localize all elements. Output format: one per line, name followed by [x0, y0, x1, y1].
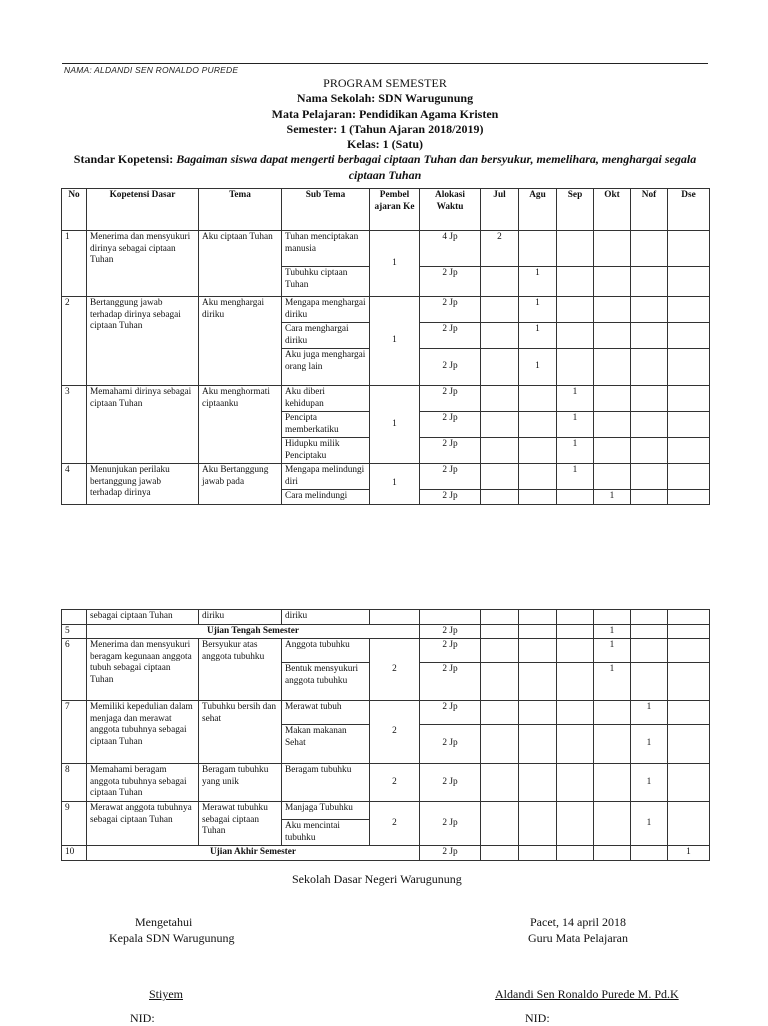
competence-cell: Menunjukan perilaku bertanggung jawab terhadap dirinya [87, 464, 199, 505]
left-title-2: Kepala SDN Warugunung [109, 931, 235, 945]
subtheme-cell: Cara menghargai diriku [282, 323, 370, 349]
principal-name: Stiyem [149, 987, 184, 1001]
allocation-cell: 2 Jp [420, 624, 481, 639]
lesson-cell: 2 [370, 802, 420, 846]
theme-cell: Aku menghargai diriku [199, 297, 282, 386]
subtheme-cell: Manjaga Tubuhku [282, 802, 370, 820]
table-row [62, 701, 710, 725]
allocation-cell: 2 Jp [420, 267, 481, 297]
month-cell: 1 [631, 701, 668, 725]
month-cell: 1 [519, 323, 557, 349]
teacher-nid: NID: [525, 1011, 550, 1025]
teacher-name: Aldandi Sen Ronaldo Purede M. Pd.K [495, 987, 679, 1001]
row-number: 8 [62, 764, 87, 802]
month-cell: 1 [631, 764, 668, 802]
lesson-cell: 2 [370, 639, 420, 701]
month-cell: 1 [594, 663, 631, 701]
row-number: 2 [62, 297, 87, 386]
document-header [60, 76, 710, 183]
subtheme-cell: Aku juga menghargai orang lain [282, 349, 370, 386]
subtheme-cell: Aku mencintai tubuhku [282, 820, 370, 846]
subtheme-cell: Tuhan menciptakan manusia [282, 231, 370, 267]
school-name: Nama Sekolah: SDN Warugunung [296, 91, 474, 106]
theme-cell: Tubuhku bersih dan sehat [199, 701, 282, 764]
student-name: NAMA: ALDANDI SEN RONALDO PUREDE [64, 65, 239, 75]
col-header: Alokasi Waktu [420, 189, 481, 231]
right-title-1: Pacet, 14 april 2018 [530, 915, 626, 929]
subtheme-cell: Tubuhku ciptaan Tuhan [282, 267, 370, 297]
theme-cell: Aku ciptaan Tuhan [199, 231, 282, 297]
subject-name: Mata Pelajaran: Pendidikan Agama Kristen [271, 106, 499, 121]
right-title-2: Guru Mata Pelajaran [528, 931, 628, 945]
semester-table-part2 [61, 609, 710, 861]
row-number: 1 [62, 231, 87, 297]
subtheme-cell: Mengapa melindungi diri [282, 464, 370, 490]
col-header: Sep [557, 189, 594, 231]
doc-title: PROGRAM SEMESTER [323, 76, 447, 90]
month-cell: 1 [557, 464, 594, 490]
month-cell: 1 [557, 386, 594, 412]
theme-cell: diriku [199, 610, 282, 625]
subtheme-cell: Makan makanan Sehat [282, 725, 370, 764]
allocation-cell: 2 Jp [420, 349, 481, 386]
competence-cell: sebagai ciptaan Tuhan [87, 610, 199, 625]
class-info: Kelas: 1 (Satu) [347, 137, 423, 152]
month-cell: 2 [481, 231, 519, 267]
month-cell: 1 [557, 412, 594, 438]
month-cell: 1 [519, 267, 557, 297]
footer-school: Sekolah Dasar Negeri Warugunung [292, 872, 462, 886]
col-header: Kopetensi Dasar [87, 189, 199, 231]
month-cell: 1 [631, 802, 668, 846]
allocation-cell: 2 Jp [420, 846, 481, 861]
row-number: 10 [62, 846, 87, 861]
col-header: Okt [594, 189, 631, 231]
top-rule [62, 63, 708, 64]
competence-cell: Menerima dan mensyukuri dirinya sebagai ciptaan Tuhan [87, 231, 199, 297]
month-cell: 1 [519, 349, 557, 386]
allocation-cell: 2 Jp [420, 639, 481, 663]
competence-cell: Memiliki kepedulian dalam menjaga dan merawat anggota tubuhnya sebagai ciptaan Tuhan [87, 701, 199, 764]
competence-cell: Menerima dan mensyukuri beragam kegunaan anggota tubuh sebagai ciptaan Tuhan [87, 639, 199, 701]
subtheme-cell: Merawat tubuh [282, 701, 370, 725]
left-title-1: Mengetahui [135, 915, 193, 929]
col-header: No [62, 189, 87, 231]
allocation-cell: 2 Jp [420, 438, 481, 464]
competence-cell: Memahami beragam anggota tubuhnya sebagai ciptaan Tuhan [87, 764, 199, 802]
standard-label: Standar Kopetensi: [73, 152, 174, 167]
competence-cell: Merawat anggota tubuhnya sebagai ciptaan Tuhan [87, 802, 199, 846]
table-row [62, 764, 710, 802]
subtheme-cell: Cara melindungi [282, 490, 370, 505]
allocation-cell: 2 Jp [420, 464, 481, 490]
row-number: 5 [62, 624, 87, 639]
month-cell: 1 [631, 725, 668, 764]
table-row [62, 639, 710, 663]
semester-info: Semester: 1 (Tahun Ajaran 2018/2019) [286, 121, 484, 136]
theme-cell: Merawat tubuhku sebagai ciptaan Tuhan [199, 802, 282, 846]
subtheme-cell: Pencipta memberkatiku [282, 412, 370, 438]
subtheme-cell: Beragam tubuhku [282, 764, 370, 802]
allocation-cell: 2 Jp [420, 386, 481, 412]
table-row [62, 802, 710, 820]
lesson-cell: 1 [370, 231, 420, 297]
table-row [62, 386, 710, 412]
table-row [62, 297, 710, 323]
table-row [62, 624, 710, 639]
theme-cell: Beragam tubuhku yang unik [199, 764, 282, 802]
theme-cell: Bersyukur atas anggota tubuhku [199, 639, 282, 701]
col-header: Agu [519, 189, 557, 231]
allocation-cell: 2 Jp [420, 663, 481, 701]
semester-table-part1 [61, 188, 710, 505]
col-header: Pembel ajaran Ke [370, 189, 420, 231]
table-header-row [62, 189, 710, 231]
midterm-exam-label: Ujian Tengah Semester [87, 624, 420, 639]
table-row [62, 846, 710, 861]
competence-cell: Memahami dirinya sebagai ciptaan Tuhan [87, 386, 199, 464]
month-cell: 1 [519, 297, 557, 323]
allocation-cell: 2 Jp [420, 802, 481, 846]
subtheme-cell: Aku diberi kehidupan [282, 386, 370, 412]
month-cell: 1 [594, 490, 631, 505]
table-row [62, 464, 710, 490]
lesson-cell: 2 [370, 701, 420, 764]
subtheme-cell: Mengapa menghargai diriku [282, 297, 370, 323]
theme-cell: Aku menghormati ciptaanku [199, 386, 282, 464]
col-header: Sub Tema [282, 189, 370, 231]
row-number: 7 [62, 701, 87, 764]
lesson-cell: 2 [370, 764, 420, 802]
lesson-cell: 1 [370, 464, 420, 505]
month-cell: 1 [668, 846, 710, 861]
standard-text: Bagaiman siswa dapat mengerti berbagai ciptaan Tuhan dan bersyukur, memelihara, menghargai segala ciptaan Tuhan [176, 152, 697, 182]
allocation-cell: 4 Jp [420, 231, 481, 267]
row-number: 9 [62, 802, 87, 846]
col-header: Nof [631, 189, 668, 231]
month-cell: 1 [594, 624, 631, 639]
principal-nid: NID: [130, 1011, 155, 1025]
table-row [62, 231, 710, 267]
lesson-cell: 1 [370, 386, 420, 464]
allocation-cell: 2 Jp [420, 701, 481, 725]
row-number: 3 [62, 386, 87, 464]
month-cell: 1 [594, 639, 631, 663]
subtheme-cell: diriku [282, 610, 370, 625]
final-exam-label: Ujian Akhir Semester [87, 846, 420, 861]
allocation-cell: 2 Jp [420, 297, 481, 323]
subtheme-cell: Anggota tubuhku [282, 639, 370, 663]
col-header: Jul [481, 189, 519, 231]
competence-cell: Bertanggung jawab terhadap dirinya sebagai ciptaan Tuhan [87, 297, 199, 386]
allocation-cell: 2 Jp [420, 725, 481, 764]
col-header: Tema [199, 189, 282, 231]
row-number: 4 [62, 464, 87, 505]
month-cell: 1 [557, 438, 594, 464]
theme-cell: Aku Bertanggung jawab pada [199, 464, 282, 505]
allocation-cell: 2 Jp [420, 490, 481, 505]
subtheme-cell: Hidupku milik Penciptaku [282, 438, 370, 464]
subtheme-cell: Bentuk mensyukuri anggota tubuhku [282, 663, 370, 701]
row-number: 6 [62, 639, 87, 701]
standard-competence [60, 152, 710, 183]
allocation-cell: 2 Jp [420, 412, 481, 438]
allocation-cell: 2 Jp [420, 323, 481, 349]
col-header: Dse [668, 189, 710, 231]
table-row [62, 610, 710, 625]
lesson-cell: 1 [370, 297, 420, 386]
allocation-cell: 2 Jp [420, 764, 481, 802]
